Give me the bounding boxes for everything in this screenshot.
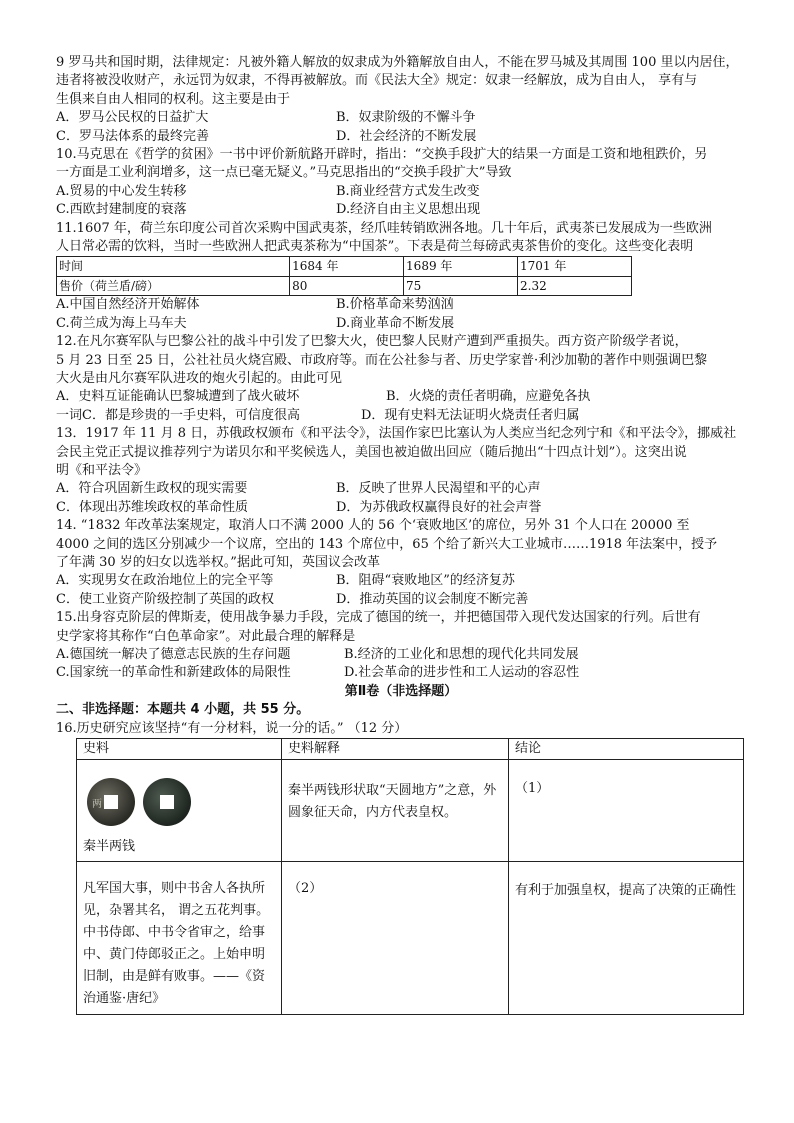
table-cell: 1701 年 bbox=[518, 257, 632, 276]
table-row bbox=[77, 861, 744, 1014]
q9-line: 9 罗马共和国时期，法律规定：凡被外籍人解放的奴隶成为外籍解放自由人，不能在罗马城及其周围 100 里以内居住， bbox=[56, 55, 739, 70]
q16-stem: 16.历史研究应该坚持“有一分材料，说一分的话。” （12 分） bbox=[56, 720, 408, 736]
exam-page bbox=[56, 54, 746, 1015]
table-cell: 时间 bbox=[57, 257, 290, 276]
q9-line: 生俱来自由人相同的权利。这主要是由于 bbox=[56, 91, 291, 107]
header-conclusion: 结论 bbox=[509, 739, 744, 760]
q9-option-c[interactable]: C．罗马法体系的最终完善 bbox=[56, 128, 209, 144]
table-row bbox=[77, 760, 744, 861]
q10-options-row bbox=[56, 201, 746, 219]
q12-option-c[interactable]: 一词C．都是珍贵的一手史料，可信度很高 bbox=[56, 407, 300, 423]
table-cell: 售价（荷兰盾/磅） bbox=[57, 276, 290, 295]
source-cell-text: 凡军国大事，则中书舍人各执所见，杂署其名， 谓之五花判事。中书侍郎、中书令省审之，给事中、黄门侍郎驳正之。上始申明旧制，由是鲜有败事。——《资治通鉴·唐纪》 bbox=[77, 861, 282, 1014]
q14-option-c[interactable]: C．使工业资产阶级控制了英国的政权 bbox=[56, 591, 274, 607]
tea-price-table bbox=[56, 256, 632, 296]
q14-line: 了年满 30 岁的妇女以选举权。”据此可知，英国议会改革 bbox=[56, 554, 380, 570]
q14-line: 14. “1832 年改革法案规定，取消人口不满 2000 人的 56 个‘衰败地区’的席位，另外 31 个人口在 20000 至 bbox=[56, 518, 690, 534]
table-cell: 2.32 bbox=[518, 276, 632, 295]
q14-options-row bbox=[56, 591, 746, 609]
q11-option-d[interactable]: D.商业革命不断发展 bbox=[336, 315, 455, 331]
q11-option-c[interactable]: C.荷兰成为海上马车夫 bbox=[56, 315, 187, 331]
question-12 bbox=[56, 333, 746, 425]
q12-option-a[interactable]: A．史料互证能确认巴黎城遭到了战火破坏 bbox=[56, 389, 300, 405]
table-cell: 80 bbox=[290, 276, 404, 295]
q14-option-d[interactable]: D．推动英国的议会制度不断完善 bbox=[336, 591, 529, 607]
part-2-heading: 二、非选择题：本题共 4 小题，共 55 分。 bbox=[56, 702, 310, 718]
q12-option-b[interactable]: B．火烧的责任者明确，应避免各执 bbox=[386, 389, 591, 405]
table-cell: 1689 年 bbox=[404, 257, 518, 276]
table-header-row bbox=[77, 739, 744, 760]
q12-line: 5 月 23 日至 25 日，公社社员火烧宫殿、市政府等。而在公社参与者、历史学家普·利沙加勒的著作中则强调巴黎 bbox=[56, 352, 708, 368]
q12-option-d[interactable]: D．现有史料无法证明火烧责任者归属 bbox=[361, 407, 580, 423]
q12-options-row bbox=[56, 388, 746, 406]
q16-table bbox=[76, 738, 744, 1015]
q14-option-a[interactable]: A．实现男女在政治地位上的完全平等 bbox=[56, 573, 274, 589]
question-10 bbox=[56, 146, 746, 220]
q11-option-b[interactable]: B.价格革命来势汹汹 bbox=[336, 297, 454, 313]
conclusion-cell: （1） bbox=[509, 760, 744, 861]
q12-line: 大火是由凡尔赛军队进攻的炮火引起的。由此可见 bbox=[56, 370, 343, 386]
coin-caption: 秦半两钱 bbox=[83, 839, 136, 855]
q10-line: 10.马克思在《哲学的贫困》一书中评价新航路开辟时，指出：“交换手段扩大的结果一方面是工资和地租跌价，另 bbox=[56, 147, 708, 163]
q13-options-row bbox=[56, 480, 746, 498]
q13-option-d[interactable]: D．为苏俄政权赢得良好的社会声誉 bbox=[336, 499, 542, 515]
q13-options-row bbox=[56, 499, 746, 517]
q11-option-a[interactable]: A.中国自然经济开始解体 bbox=[56, 297, 200, 313]
q11-options-row bbox=[56, 315, 746, 333]
table-row bbox=[57, 276, 632, 295]
q10-option-c[interactable]: C.西欧封建制度的衰落 bbox=[56, 202, 187, 218]
q12-options-row bbox=[56, 407, 746, 425]
table-cell: 1684 年 bbox=[290, 257, 404, 276]
q15-option-c[interactable]: C.国家统一的革命性和新建政体的局限性 bbox=[56, 665, 291, 681]
source-cell-coin bbox=[77, 760, 282, 861]
q9-line: 违者将被没收财产，永远罚为奴隶，不得再被解放。而《民法大全》规定：奴隶一经解放，成为自由人， 享有与 bbox=[56, 73, 698, 89]
table-header-row bbox=[57, 257, 632, 276]
q10-line: 一方面是工业利润增多，这一点已毫无疑义。”马克思指出的“交换手段扩大”导致 bbox=[56, 165, 512, 181]
q10-option-a[interactable]: A.贸易的中心发生转移 bbox=[56, 183, 187, 199]
q10-option-b[interactable]: B.商业经营方式发生改变 bbox=[336, 183, 480, 199]
conclusion-cell: 有利于加强皇权，提高了决策的正确性 bbox=[509, 861, 744, 1014]
q9-option-d[interactable]: D．社会经济的不断发展 bbox=[336, 128, 477, 144]
question-15 bbox=[56, 609, 746, 683]
question-9 bbox=[56, 54, 746, 146]
q15-options-row bbox=[56, 646, 746, 664]
q14-option-b[interactable]: B．阻碍“衰败地区”的经济复苏 bbox=[336, 573, 515, 589]
header-explanation: 史料解释 bbox=[282, 739, 509, 760]
header-source: 史料 bbox=[77, 739, 282, 760]
q11-line: 11.1607 年，荷兰东印度公司首次采购中国武夷茶，经爪哇转销欧洲各地。几十年后，武夷茶已发展成为一些欧洲 bbox=[56, 220, 712, 236]
question-14 bbox=[56, 517, 746, 609]
coin-icon bbox=[143, 778, 191, 826]
q10-option-d[interactable]: D.经济自由主义思想出现 bbox=[336, 202, 481, 218]
q10-options-row bbox=[56, 183, 746, 201]
table-cell: 75 bbox=[404, 276, 518, 295]
q13-line: 明《和平法令》 bbox=[56, 462, 148, 478]
q9-option-b[interactable]: B．奴隶阶级的不懈斗争 bbox=[336, 110, 476, 126]
question-11 bbox=[56, 220, 746, 333]
explanation-cell: 秦半两钱形状取“天圆地方”之意，外圆象征天命，内方代表皇权。 bbox=[282, 760, 509, 861]
explanation-cell: （2） bbox=[282, 861, 509, 1014]
q15-line: 15.出身容克阶层的俾斯麦，使用战争暴力手段，完成了德国的统一，并把德国带入现代发达国家的行列。后世有 bbox=[56, 610, 701, 626]
coin-image bbox=[87, 778, 275, 826]
q13-option-b[interactable]: B．反映了世界人民渴望和平的心声 bbox=[336, 481, 541, 497]
q13-option-a[interactable]: A．符合巩固新生政权的现实需要 bbox=[56, 481, 248, 497]
q9-options-row bbox=[56, 128, 746, 146]
question-13 bbox=[56, 425, 746, 517]
q15-option-a[interactable]: A.德国统一解决了德意志民族的生存问题 bbox=[56, 647, 291, 662]
q15-option-d[interactable]: D.社会革命的进步性和工人运动的容忍性 bbox=[344, 665, 580, 681]
q13-option-c[interactable]: C．体现出苏维埃政权的革命性质 bbox=[56, 499, 248, 515]
q15-line: 史学家将其称作“白色革命家”。对此最合理的解释是 bbox=[56, 628, 356, 644]
q13-line: 13．1917 年 11 月 8 日，苏俄政权颁布《和平法令》，法国作家巴比塞认为人类应当纪念列宁和《和平法令》，挪威社 bbox=[56, 426, 737, 442]
q11-options-row bbox=[56, 296, 746, 314]
q14-options-row bbox=[56, 572, 746, 590]
q15-option-b[interactable]: B.经济的工业化和思想的现代化共同发展 bbox=[344, 647, 579, 662]
q15-options-row bbox=[56, 664, 746, 682]
q13-line: 会民主党正式提议推荐列宁为诺贝尔和平奖候选人，美国也被迫做出回应（随后抛出“十四点计划”）。这突出说 bbox=[56, 444, 687, 460]
q11-line: 人日常必需的饮料，当时一些欧洲人把武夷茶称为“中国茶”。下表是荷兰每磅武夷茶售价的变化。这些变化表明 bbox=[56, 239, 694, 255]
q9-options-row bbox=[56, 109, 746, 127]
coin-char: 两 bbox=[92, 799, 102, 811]
q9-option-a[interactable]: A．罗马公民权的日益扩大 bbox=[56, 110, 209, 126]
q12-line: 12.在凡尔赛军队与巴黎公社的战斗中引发了巴黎大火，使巴黎人民财产遭到严重损失。西方资产阶级学者说， bbox=[56, 334, 688, 350]
section-2-title: 第Ⅱ卷（非选择题） bbox=[344, 683, 458, 699]
coin-icon bbox=[87, 778, 135, 826]
q14-line: 4000 之间的选区分别减少一个议席，空出的 143 个席位中，65 个给了新兴大工业城市……1918 年法案中，授予 bbox=[56, 536, 718, 552]
